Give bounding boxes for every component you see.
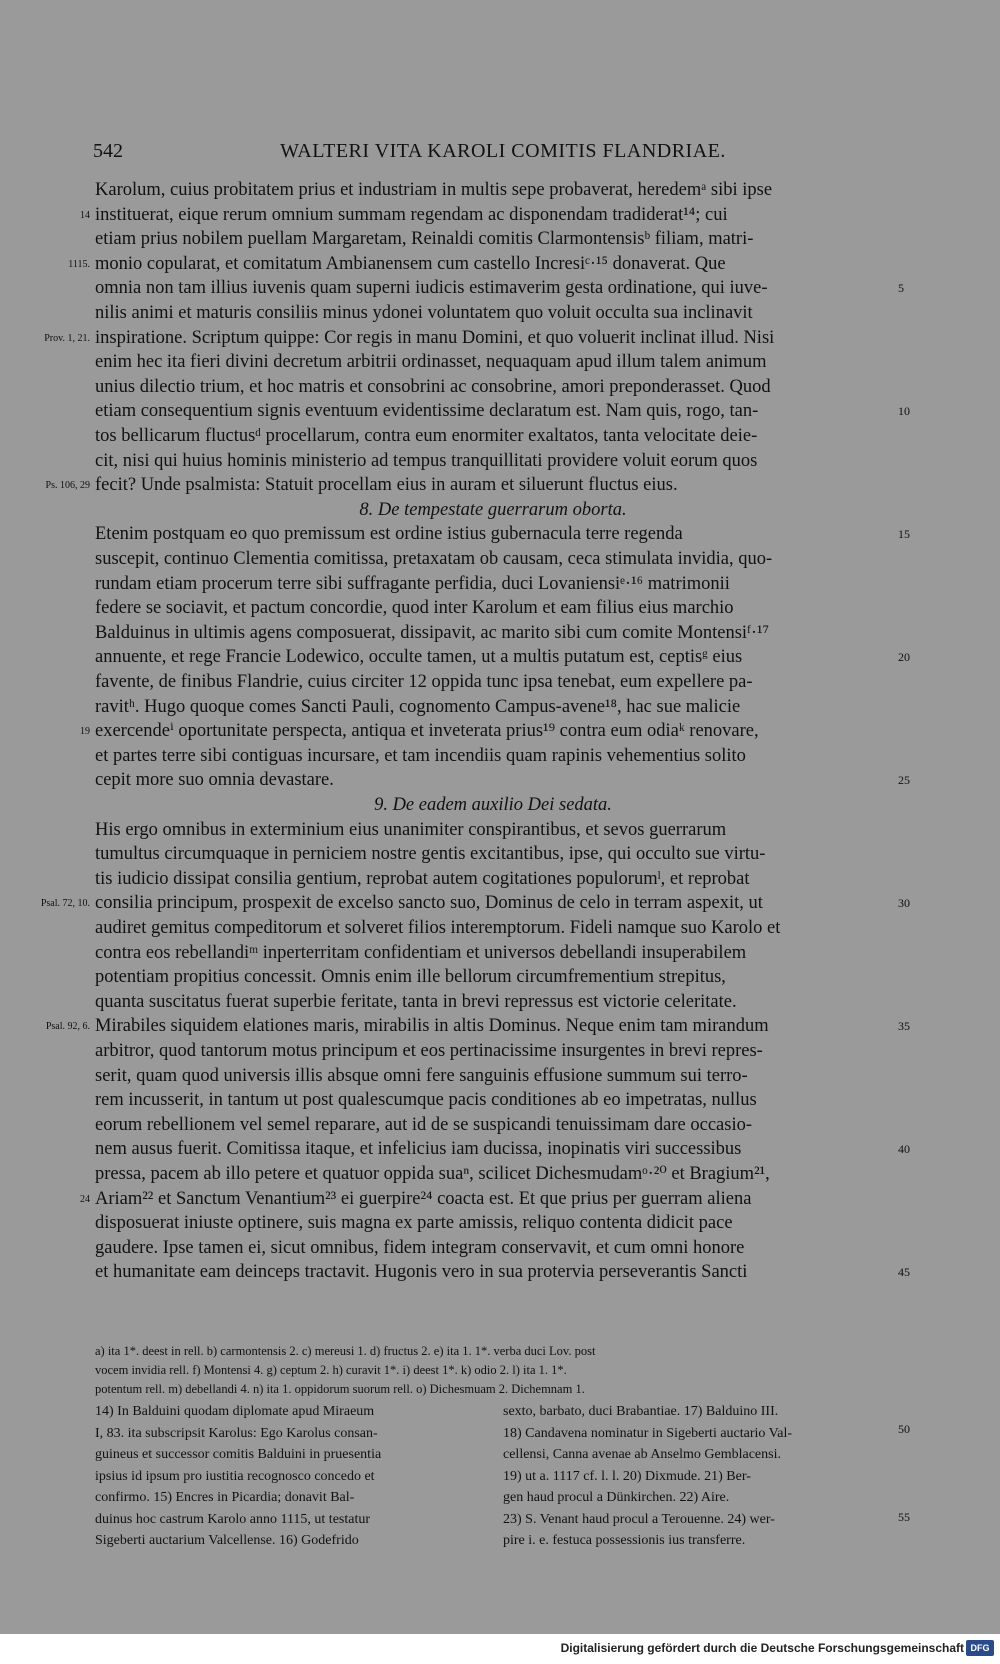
line-number: 45	[898, 1265, 910, 1280]
footnote-line: sexto, barbato, duci Brabantiae. 17) Balduino III.	[503, 1404, 779, 1419]
text-line: exercendeⁱ oportunitate perspecta, antiqua et inveterata prius¹⁹ contra eum odiaᵏ renovare,	[95, 721, 759, 742]
footnote-line: I, 83. ita subscripsit Karolus: Ego Karolus consan-	[95, 1425, 378, 1441]
section-heading: 8. De tempestate guerrarum oborta.	[359, 499, 627, 520]
text-line: et humanitate eam deinceps tractavit. Hugonis vero in sua protervia perseverantis Sancti	[95, 1262, 748, 1283]
text-line: consilia principum, prospexit de excelso sancto suo, Dominus de celo in terram aspexit, ut	[95, 893, 763, 914]
running-title: WALTERI VITA KAROLI COMITIS FLANDRIAE.	[280, 140, 726, 162]
text-line: tis iudicio dissipat consilia gentium, reprobat autem cogitationes populorumˡ, et reprobat	[95, 868, 750, 889]
text-line: federe se sociavit, et pactum concordie, quod inter Karolum et eam filius eius marchio	[95, 598, 734, 619]
line-number: 5	[898, 281, 904, 296]
margin-reference: Ps. 106, 29	[45, 480, 90, 492]
text-line: disposuerat iniuste optinere, suis magna ex parte amissis, reliquo contenta didicit pace	[95, 1213, 733, 1234]
page-number: 542	[93, 140, 123, 162]
text-line: tumultus circumquaque in perniciem nostre gentis excitantibus, ipse, qui occulto sue virtu-	[95, 844, 766, 865]
text-line: annuente, et rege Francie Lodewico, occulte tamen, ut a multis putatum est, ceptisᵍ eius	[95, 647, 743, 668]
footnote-line: gen haud procul a Dünkirchen. 22) Aire.	[503, 1490, 730, 1505]
line-number: 40	[898, 1142, 910, 1157]
margin-reference: 14	[80, 209, 90, 221]
text-line: Mirabiles siquidem elationes maris, mirabilis in altis Dominus. Neque enim tam mirandum	[95, 1016, 769, 1037]
text-line: cepit more suo omnia devastare.	[95, 770, 334, 791]
line-number: 55	[898, 1510, 910, 1524]
dfg-logo: DFG	[966, 1640, 994, 1656]
text-line: nem ausus fuerit. Comitissa itaque, et infelicius iam ducissa, inopinatis viri successibus	[95, 1139, 742, 1160]
text-line: et partes terre sibi contiguas incursare, et tam incendiis quam rapinis vehementius solito	[95, 745, 746, 766]
line-number: 30	[898, 896, 910, 911]
text-line: instituerat, eique rerum omnium summam regendam ac disponendam tradiderat¹⁴; cui	[95, 204, 728, 225]
text-line: omnia non tam illius iuvenis quam superni iudicis estimaverim gesta ordinatione, qui iuve-	[95, 278, 768, 299]
text-line: rem incusserit, in tantum ut post qualescumque pacis conditiones ab eo impetratas, nullus	[95, 1090, 757, 1111]
text-line: arbitror, quod tantorum motus principum et eos pertinacissime insurgentes in brevi repres-	[95, 1041, 763, 1061]
text-line: gaudere. Ipse tamen ei, sicut omnibus, fidem integram conservavit, et cum omni honore	[95, 1237, 745, 1258]
apparatus-line: vocem invidia rell. f) Montensi 4. g) ceptum 2. h) curavit 1*. i) deest 1*. k) odio 2. l) ita 1. 1*.	[95, 1363, 567, 1377]
text-line: Etenim postquam eo quo premissum est ordine istius gubernacula terre regenda	[95, 524, 683, 545]
text-line: His ergo omnibus in exterminium eius unanimiter conspirantibus, et sevos guerrarum	[95, 819, 727, 840]
text-line: cit, nisi qui huius hominis ministerio ad tempus tranquillitati providere voluit eorum quos	[95, 450, 758, 471]
text-line: serit, quam quod universis illis absque omni fere sanguinis effusione summum sui terro-	[95, 1065, 748, 1086]
line-number: 10	[898, 404, 910, 419]
text-line: potentiam propitius concessit. Omnis enim ille bellorum circumfrementium strepitus,	[95, 967, 726, 988]
text-line: quanta suscitatus fuerat superbie feritate, tanta in brevi repressus est victorie celeritate.	[95, 991, 737, 1012]
footer-bar	[0, 1634, 1000, 1664]
text-line: tos bellicarum fluctusᵈ procellarum, contra eum enormiter exaltatos, tanta velocitate deie-	[95, 426, 758, 446]
footnote-line: ipsius id ipsum pro iustitia recognosco concedo et	[95, 1468, 375, 1484]
text-line: fecit? Unde psalmista: Statuit procellam eius in auram et siluerunt fluctus eius.	[95, 475, 678, 496]
text-line: Ariam²² et Sanctum Venantium²³ ei guerpire²⁴ coacta est. Et que prius per guerram aliena	[95, 1188, 752, 1209]
text-line: unius dilectio trium, et hoc matris et consobrini ac consobrine, amori preponderasset. Quod	[95, 376, 771, 397]
funding-credit: Digitalisierung gefördert durch die Deutsche Forschungsgemeinschaft	[560, 1641, 964, 1655]
margin-reference: Psal. 92, 6.	[45, 1021, 90, 1033]
text-line: rundam etiam procerum terre sibi suffragante perfidia, duci Lovaniensiᵉ·¹⁶ matrimonii	[95, 573, 730, 594]
apparatus-line: a) ita 1*. deest in rell. b) carmontensis 2. c) mereusi 1. d) fructus 2. e) ita 1. 1*. verba duci Lov. post	[95, 1344, 596, 1358]
line-number: 50	[898, 1422, 910, 1436]
line-number: 20	[898, 650, 910, 665]
text-line: Balduinus in ultimis agens composuerat, dissipavit, ac marito sibi cum comite Montensiᶠ·¹⁷	[95, 622, 770, 643]
text-line: audiret gemitus compeditorum et solveret filios interemptorum. Fideli namque suo Karolo et	[95, 918, 781, 938]
footnote-line: 18) Candavena nominatur in Sigeberti auctario Val-	[503, 1425, 792, 1441]
footnote-line: 23) S. Venant haud procul a Terouenne. 24) wer-	[503, 1511, 775, 1527]
footnote-line: duinus hoc castrum Karolo anno 1115, ut testatur	[95, 1511, 371, 1527]
text-line: suscepit, continuo Clementia comitissa, pretaxatam ob causam, ceca stimulata invidia, quo-	[95, 549, 773, 569]
text-line: etiam prius nobilem puellam Margaretam, Reinaldi comitis Clarmontensisᵇ filiam, matri-	[95, 229, 754, 250]
line-number: 25	[898, 773, 910, 788]
text-line: favente, de finibus Flandrie, cuius circiter 12 oppida tunc ipsa tenebat, eum expellere pa-	[95, 672, 753, 692]
footnote-line: Sigeberti auctarium Valcellense. 16) Godefrido	[95, 1533, 359, 1548]
text-line: Karolum, cuius probitatem prius et industriam in multis sepe probaverat, heredemᵃ sibi ipse	[95, 180, 773, 200]
footnote-line: 14) In Balduini quodam diplomate apud Miraeum	[95, 1404, 375, 1419]
line-number: 15	[898, 527, 910, 542]
section-heading: 9. De eadem auxilio Dei sedata.	[374, 795, 612, 815]
text-line: enim hec ita fieri divini decretum arbitrii ordinasset, nequaquam apud illum talem animum	[95, 352, 767, 373]
page-header	[93, 140, 913, 168]
footnote-line: confirmo. 15) Encres in Picardia; donavit Bal-	[95, 1490, 355, 1505]
text-line: nilis animi et maturis consiliis minus ydonei voluntatem quo voluit occulta sua inclinavit	[95, 303, 753, 323]
text-line: inspiratione. Scriptum quippe: Cor regis in manu Domini, et quo voluerit inclinat illud. Nisi	[95, 327, 775, 348]
footnote-line: guineus et successor comitis Balduini in pruesentia	[95, 1447, 382, 1462]
margin-reference: Psal. 72, 10.	[40, 898, 90, 910]
footnote-line: 19) ut a. 1117 cf. l. l. 20) Dixmude. 21) Ber-	[503, 1468, 751, 1484]
margin-reference: 1115.	[68, 258, 90, 270]
margin-reference: 19	[80, 726, 90, 738]
text-line: contra eos rebellandiᵐ inperterritam confidentiam et universos debellandi insuperabilem	[95, 942, 747, 963]
text-line: monio copularat, et comitatum Ambianensem cum castello Incresiᶜ·¹⁵ donaverat. Que	[95, 253, 726, 274]
footnote-line: cellensi, Canna avenae ab Anselmo Gemblacensi.	[503, 1447, 781, 1462]
line-number: 35	[898, 1019, 910, 1034]
text-line: eorum rebellionem vel semel reparare, aut id de se suspicandi tenuissimam dare occasio-	[95, 1114, 753, 1135]
margin-reference: 24	[80, 1193, 90, 1205]
apparatus-line: potentum rell. m) debellandi 4. n) ita 1. oppidorum suorum rell. o) Dichesmuam 2. Dichemnam 1.	[95, 1382, 585, 1396]
text-line: etiam consequentium signis eventuum evidentissime declaratum est. Nam quis, rogo, tan-	[95, 401, 759, 422]
footnote-line: pire i. e. festuca possessionis ius transferre.	[503, 1533, 746, 1548]
margin-reference: Prov. 1, 21.	[44, 332, 90, 344]
text-line: ravitʰ. Hugo quoque comes Sancti Pauli, cognomento Campus-avene¹⁸, hac sue malicie	[95, 696, 741, 717]
text-line: pressa, pacem ab illo petere et quatuor oppida suaⁿ, scilicet Dichesmudamᵒ·²⁰ et Bragium²¹,	[95, 1164, 770, 1184]
